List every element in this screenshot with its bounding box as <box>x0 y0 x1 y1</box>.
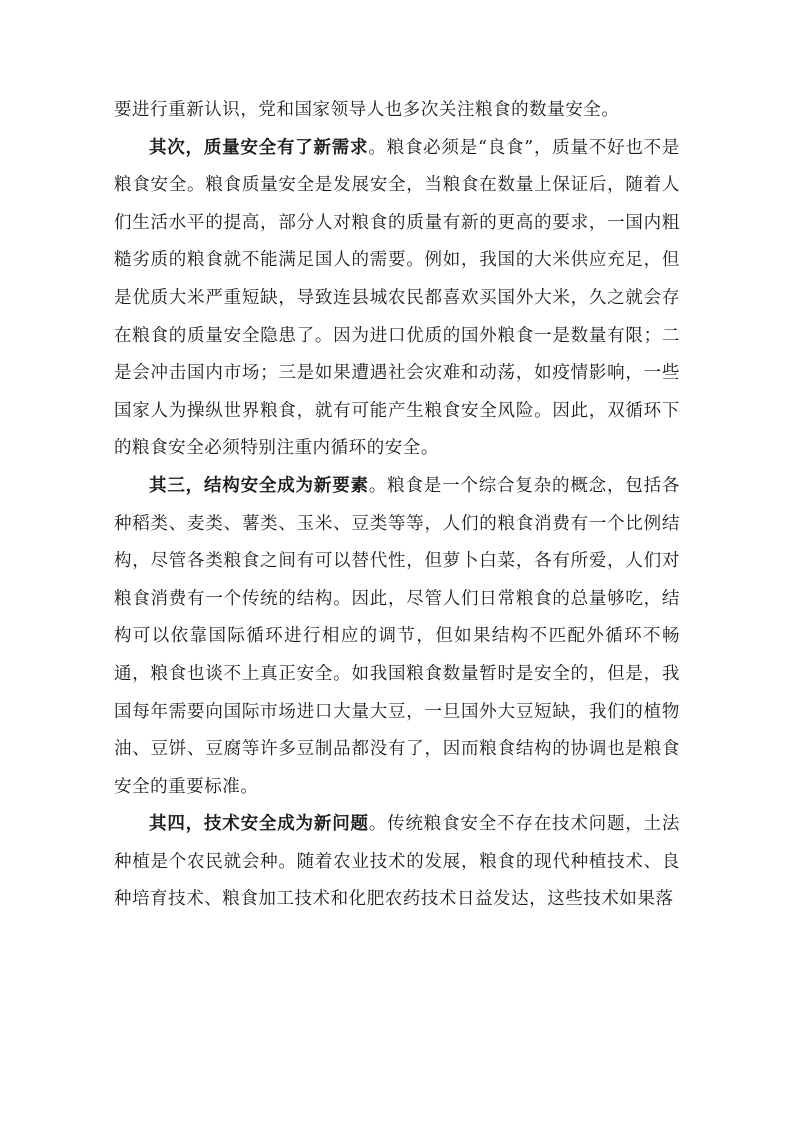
paragraph-text: 。粮食必须是“良食”，质量不好也不是粮食安全。粮食质量安全是发展安全，当粮食在数量上保证后，随着人们生活水平的提高，部分人对粮食的质量有新的更高的要求，一国内粗糙劣质的粮食就不能满足国人的需要。例如，我国的大米供应充足，但是优质大米严重短缺，导致连县城农民都喜欢买国外大米，久之就会存在粮食的质量安全隐患了。因为进口优质的国外粮食一是数量有限；二是会冲击国内市场；三是如果遭遇社会灾难和动荡，如疫情影响，一些国家人为操纵世界粮食，就有可能产生粮食安全风险。因此，双循环下的粮食安全必须特别注重内循环的安全。 <box>114 137 680 459</box>
paragraph-text: 。粮食是一个综合复杂的概念，包括各种稻类、麦类、薯类、玉米、豆类等等，人们的粮食消费有一个比例结构，尽管各类粮食之间有可以替代性，但萝卜白菜，各有所爱，人们对粮食消费有一个传统的结构。因此，尽管人们日常粮食的总量够吃，结构可以依靠国际循环进行相应的调节，但如果结构不匹配外循环不畅通，粮食也谈不上真正安全。如我国粮食数量暂时是安全的，但是，我国每年需要向国际市场进口大量大豆，一旦国外大豆短缺，我们的植物油、豆饼、豆腐等许多豆制品都没有了，因而粮食结构的协调也是粮食安全的重要标准。 <box>114 475 680 797</box>
paragraph-lead: 其次，质量安全有了新需求 <box>149 137 369 158</box>
paragraph-structure-safety <box>114 468 680 806</box>
paragraph-continued <box>114 92 680 130</box>
paragraph-lead: 其四，技术安全成为新问题 <box>149 814 369 835</box>
paragraph-text: 。传统粮食安全不存在技术问题，土法种植是个农民就会种。随着农业技术的发展，粮食的现代种植技术、良种培育技术、粮食加工技术和化肥农药技术日益发达，这些技术如果落 <box>114 814 680 910</box>
paragraph-quality-safety <box>114 130 680 468</box>
paragraph-lead: 其三，结构安全成为新要素 <box>149 475 369 496</box>
paragraph-technology-safety <box>114 806 680 919</box>
paragraph-text: 要进行重新认识，党和国家领导人也多次关注粮食的数量安全。 <box>114 100 620 120</box>
document-page <box>114 92 680 919</box>
